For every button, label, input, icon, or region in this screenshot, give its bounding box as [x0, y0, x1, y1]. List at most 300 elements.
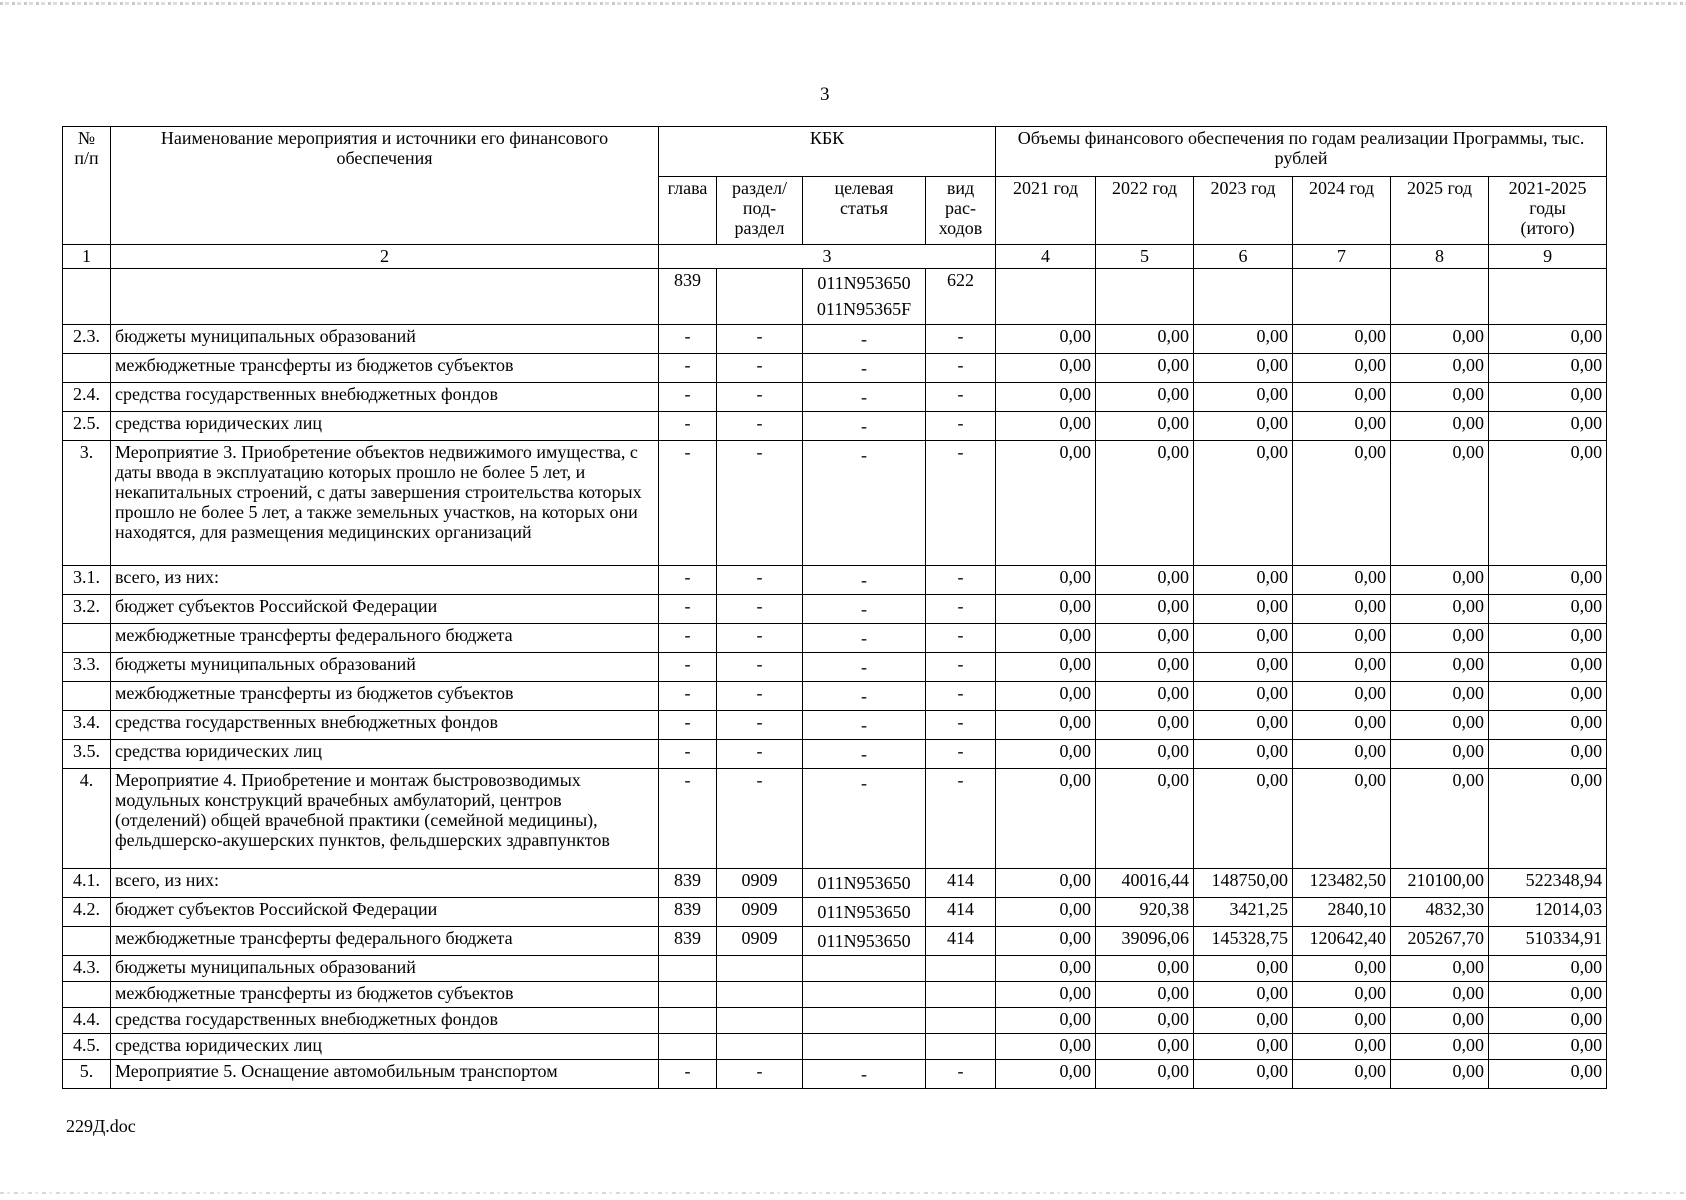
- value-2023: 0,00: [1194, 354, 1293, 383]
- row-name: Мероприятие 4. Приобретение и монтаж быстровозводимых модульных конструкций врачебных амбулаторий, центров (отделений) общей врачебной практики (семейной медицины), фельдшерско-акушерских пунктов, фельдшерских здравпунктов: [111, 769, 659, 869]
- kbk-glava: 839: [659, 927, 717, 956]
- value-2023: 0,00: [1194, 682, 1293, 711]
- index-cell: 8: [1391, 245, 1489, 269]
- table-row: [63, 412, 1607, 441]
- kbk-celevaya: -: [803, 595, 926, 624]
- header-2025: 2025 год: [1391, 177, 1489, 245]
- financing-table: [62, 126, 1607, 1089]
- row-number: 3.1.: [63, 566, 111, 595]
- value-total: 12014,03: [1489, 898, 1607, 927]
- index-cell: 6: [1194, 245, 1293, 269]
- kbk-glava: -: [659, 682, 717, 711]
- row-name: межбюджетные трансферты из бюджетов субъектов: [111, 982, 659, 1008]
- value-2022: 0,00: [1096, 595, 1194, 624]
- kbk-vid: -: [926, 740, 996, 769]
- kbk-celevaya: -: [803, 624, 926, 653]
- value-2022: 39096,06: [1096, 927, 1194, 956]
- value-2024: 0,00: [1293, 1034, 1391, 1060]
- kbk-glava: -: [659, 769, 717, 869]
- value-total: 0,00: [1489, 595, 1607, 624]
- scan-edge-bottom: [0, 1192, 1686, 1194]
- kbk-celevaya: -: [803, 441, 926, 566]
- row-name: бюджет субъектов Российской Федерации: [111, 595, 659, 624]
- value-total: 0,00: [1489, 624, 1607, 653]
- value-total: 0,00: [1489, 711, 1607, 740]
- kbk-razdel: -: [717, 682, 803, 711]
- value-2024: 0,00: [1293, 653, 1391, 682]
- value-2022: 0,00: [1096, 653, 1194, 682]
- kbk-glava: -: [659, 624, 717, 653]
- row-name: средства юридических лиц: [111, 1034, 659, 1060]
- value-total: 0,00: [1489, 769, 1607, 869]
- row-number: 4.: [63, 769, 111, 869]
- value-2021: 0,00: [996, 1008, 1096, 1034]
- index-cell: 9: [1489, 245, 1607, 269]
- kbk-glava: -: [659, 740, 717, 769]
- value-2024: 0,00: [1293, 624, 1391, 653]
- kbk-vid: 622: [926, 269, 996, 325]
- value-2022: 0,00: [1096, 412, 1194, 441]
- table-row: [63, 711, 1607, 740]
- value-2021: 0,00: [996, 740, 1096, 769]
- value-2023: 0,00: [1194, 769, 1293, 869]
- value-2023: 0,00: [1194, 412, 1293, 441]
- row-name: средства государственных внебюджетных фондов: [111, 383, 659, 412]
- kbk-glava: 839: [659, 869, 717, 898]
- kbk-razdel: -: [717, 624, 803, 653]
- value-total: 0,00: [1489, 325, 1607, 354]
- kbk-celevaya: 011N953650 011N95365F: [803, 269, 926, 325]
- row-number: 2.4.: [63, 383, 111, 412]
- kbk-glava: -: [659, 1060, 717, 1089]
- value-2022: 0,00: [1096, 383, 1194, 412]
- kbk-celevaya: -: [803, 354, 926, 383]
- index-cell: 2: [111, 245, 659, 269]
- value-2025: 0,00: [1391, 1034, 1489, 1060]
- kbk-glava: -: [659, 711, 717, 740]
- value-2021: 0,00: [996, 354, 1096, 383]
- value-2024: 0,00: [1293, 412, 1391, 441]
- kbk-celevaya: -: [803, 383, 926, 412]
- value-2023: 0,00: [1194, 982, 1293, 1008]
- value-2024: 2840,10: [1293, 898, 1391, 927]
- kbk-celevaya: -: [803, 412, 926, 441]
- index-cell: 7: [1293, 245, 1391, 269]
- kbk-vid: [926, 956, 996, 982]
- kbk-vid: -: [926, 595, 996, 624]
- kbk-razdel: -: [717, 653, 803, 682]
- value-total: 0,00: [1489, 383, 1607, 412]
- value-2023: 0,00: [1194, 383, 1293, 412]
- value-2022: 0,00: [1096, 982, 1194, 1008]
- value-2024: 0,00: [1293, 711, 1391, 740]
- table-row: [63, 869, 1607, 898]
- kbk-glava: [659, 1008, 717, 1034]
- value-2021: 0,00: [996, 624, 1096, 653]
- row-number: 2.5.: [63, 412, 111, 441]
- kbk-razdel: [717, 982, 803, 1008]
- value-2022: [1096, 269, 1194, 325]
- table-body: [63, 269, 1607, 1089]
- row-number: 3.: [63, 441, 111, 566]
- kbk-celevaya: -: [803, 653, 926, 682]
- kbk-vid: -: [926, 354, 996, 383]
- kbk-glava: -: [659, 441, 717, 566]
- value-2025: 0,00: [1391, 740, 1489, 769]
- kbk-celevaya: [803, 982, 926, 1008]
- value-2023: 0,00: [1194, 956, 1293, 982]
- value-2022: 0,00: [1096, 956, 1194, 982]
- kbk-razdel: [717, 956, 803, 982]
- kbk-razdel: -: [717, 1060, 803, 1089]
- value-total: 0,00: [1489, 740, 1607, 769]
- value-2025: 0,00: [1391, 1008, 1489, 1034]
- value-2021: 0,00: [996, 1060, 1096, 1089]
- page-number: 3: [820, 84, 830, 105]
- value-2025: 0,00: [1391, 653, 1489, 682]
- value-total: 522348,94: [1489, 869, 1607, 898]
- value-2024: 0,00: [1293, 1008, 1391, 1034]
- value-2023: 148750,00: [1194, 869, 1293, 898]
- kbk-celevaya: [803, 1034, 926, 1060]
- row-name: средства юридических лиц: [111, 740, 659, 769]
- value-total: 0,00: [1489, 1034, 1607, 1060]
- kbk-celevaya: -: [803, 682, 926, 711]
- kbk-vid: [926, 982, 996, 1008]
- value-2024: [1293, 269, 1391, 325]
- value-2025: 0,00: [1391, 325, 1489, 354]
- header-total: 2021-2025 годы (итого): [1489, 177, 1607, 245]
- value-2025: 0,00: [1391, 982, 1489, 1008]
- table-row: [63, 624, 1607, 653]
- kbk-vid: -: [926, 682, 996, 711]
- value-2025: 210100,00: [1391, 869, 1489, 898]
- value-total: 0,00: [1489, 354, 1607, 383]
- table-row: [63, 1034, 1607, 1060]
- value-total: [1489, 269, 1607, 325]
- row-name: бюджеты муниципальных образований: [111, 956, 659, 982]
- header-2023: 2023 год: [1194, 177, 1293, 245]
- value-2022: 0,00: [1096, 1008, 1194, 1034]
- kbk-vid: -: [926, 624, 996, 653]
- kbk-glava: [659, 956, 717, 982]
- kbk-razdel: [717, 1008, 803, 1034]
- value-2025: 0,00: [1391, 956, 1489, 982]
- index-cell: 3: [659, 245, 996, 269]
- table-row: [63, 269, 1607, 325]
- table-row: [63, 653, 1607, 682]
- header-name: Наименование мероприятия и источники его финансового обеспечения: [111, 127, 659, 245]
- header-2021: 2021 год: [996, 177, 1096, 245]
- value-2025: 0,00: [1391, 1060, 1489, 1089]
- row-number: 4.5.: [63, 1034, 111, 1060]
- value-2021: 0,00: [996, 869, 1096, 898]
- row-number: 4.4.: [63, 1008, 111, 1034]
- kbk-razdel: 0909: [717, 898, 803, 927]
- header-num: № п/п: [63, 127, 111, 245]
- kbk-celevaya: -: [803, 740, 926, 769]
- value-2021: 0,00: [996, 711, 1096, 740]
- row-number: [63, 354, 111, 383]
- row-name: межбюджетные трансферты федерального бюджета: [111, 624, 659, 653]
- row-name: средства государственных внебюджетных фондов: [111, 1008, 659, 1034]
- kbk-celevaya: [803, 1008, 926, 1034]
- value-2024: 0,00: [1293, 769, 1391, 869]
- value-total: 0,00: [1489, 1060, 1607, 1089]
- kbk-vid: 414: [926, 869, 996, 898]
- value-2024: 0,00: [1293, 1060, 1391, 1089]
- value-2022: 0,00: [1096, 740, 1194, 769]
- value-2025: [1391, 269, 1489, 325]
- kbk-celevaya: -: [803, 1060, 926, 1089]
- value-2022: 40016,44: [1096, 869, 1194, 898]
- row-name: бюджеты муниципальных образований: [111, 325, 659, 354]
- row-name: [111, 269, 659, 325]
- value-2024: 0,00: [1293, 740, 1391, 769]
- value-2022: 0,00: [1096, 1060, 1194, 1089]
- kbk-glava: -: [659, 653, 717, 682]
- table-row: [63, 769, 1607, 869]
- value-2023: 0,00: [1194, 1008, 1293, 1034]
- value-2023: 0,00: [1194, 441, 1293, 566]
- header-celevaya: целевая статья: [803, 177, 926, 245]
- value-2024: 0,00: [1293, 566, 1391, 595]
- kbk-celevaya: 011N953650: [803, 898, 926, 927]
- kbk-razdel: 0909: [717, 927, 803, 956]
- value-total: 0,00: [1489, 1008, 1607, 1034]
- scan-edge-top: [0, 2, 1686, 5]
- value-2025: 0,00: [1391, 354, 1489, 383]
- row-name: средства государственных внебюджетных фондов: [111, 711, 659, 740]
- value-2022: 920,38: [1096, 898, 1194, 927]
- table-row: [63, 982, 1607, 1008]
- row-name: всего, из них:: [111, 869, 659, 898]
- row-name: бюджеты муниципальных образований: [111, 653, 659, 682]
- table-row: [63, 927, 1607, 956]
- kbk-celevaya: [803, 956, 926, 982]
- table-row: [63, 383, 1607, 412]
- table-row: [63, 682, 1607, 711]
- value-2024: 0,00: [1293, 956, 1391, 982]
- kbk-razdel: -: [717, 769, 803, 869]
- value-2025: 0,00: [1391, 769, 1489, 869]
- row-name: Мероприятие 5. Оснащение автомобильным транспортом: [111, 1060, 659, 1089]
- kbk-razdel: -: [717, 740, 803, 769]
- kbk-vid: -: [926, 383, 996, 412]
- kbk-razdel: -: [717, 595, 803, 624]
- value-2023: 0,00: [1194, 653, 1293, 682]
- kbk-glava: -: [659, 354, 717, 383]
- row-number: 3.2.: [63, 595, 111, 624]
- value-total: 0,00: [1489, 653, 1607, 682]
- header-razdel: раздел/ под- раздел: [717, 177, 803, 245]
- header-2022: 2022 год: [1096, 177, 1194, 245]
- row-number: [63, 269, 111, 325]
- row-number: 4.1.: [63, 869, 111, 898]
- header-glava: глава: [659, 177, 717, 245]
- header-vid: вид рас- ходов: [926, 177, 996, 245]
- value-2021: [996, 269, 1096, 325]
- value-2022: 0,00: [1096, 624, 1194, 653]
- kbk-razdel: 0909: [717, 869, 803, 898]
- value-2022: 0,00: [1096, 566, 1194, 595]
- value-2025: 0,00: [1391, 711, 1489, 740]
- value-2024: 0,00: [1293, 325, 1391, 354]
- value-total: 0,00: [1489, 441, 1607, 566]
- value-2023: 0,00: [1194, 740, 1293, 769]
- value-2021: 0,00: [996, 956, 1096, 982]
- kbk-celevaya: 011N953650: [803, 927, 926, 956]
- value-2022: 0,00: [1096, 769, 1194, 869]
- table-row: [63, 354, 1607, 383]
- row-name: бюджет субъектов Российской Федерации: [111, 898, 659, 927]
- kbk-vid: -: [926, 769, 996, 869]
- kbk-vid: -: [926, 653, 996, 682]
- value-2025: 0,00: [1391, 682, 1489, 711]
- kbk-celevaya: -: [803, 325, 926, 354]
- kbk-vid: -: [926, 711, 996, 740]
- value-2021: 0,00: [996, 325, 1096, 354]
- kbk-razdel: -: [717, 325, 803, 354]
- kbk-vid: 414: [926, 927, 996, 956]
- kbk-glava: -: [659, 566, 717, 595]
- value-2022: 0,00: [1096, 682, 1194, 711]
- value-2025: 0,00: [1391, 412, 1489, 441]
- value-2021: 0,00: [996, 653, 1096, 682]
- row-number: [63, 624, 111, 653]
- value-2022: 0,00: [1096, 441, 1194, 566]
- value-2021: 0,00: [996, 982, 1096, 1008]
- value-2024: 0,00: [1293, 383, 1391, 412]
- kbk-vid: -: [926, 412, 996, 441]
- value-total: 0,00: [1489, 956, 1607, 982]
- value-2022: 0,00: [1096, 1034, 1194, 1060]
- row-name: всего, из них:: [111, 566, 659, 595]
- value-2023: 0,00: [1194, 1034, 1293, 1060]
- value-2023: 3421,25: [1194, 898, 1293, 927]
- kbk-vid: -: [926, 325, 996, 354]
- value-2022: 0,00: [1096, 711, 1194, 740]
- kbk-glava: -: [659, 383, 717, 412]
- value-2023: 0,00: [1194, 711, 1293, 740]
- value-2021: 0,00: [996, 1034, 1096, 1060]
- value-2021: 0,00: [996, 566, 1096, 595]
- kbk-vid: -: [926, 566, 996, 595]
- value-total: 0,00: [1489, 412, 1607, 441]
- value-2021: 0,00: [996, 682, 1096, 711]
- kbk-glava: -: [659, 595, 717, 624]
- row-number: [63, 682, 111, 711]
- value-2024: 0,00: [1293, 682, 1391, 711]
- kbk-razdel: [717, 269, 803, 325]
- value-2025: 4832,30: [1391, 898, 1489, 927]
- value-2023: 0,00: [1194, 624, 1293, 653]
- table-row: [63, 740, 1607, 769]
- value-2024: 0,00: [1293, 441, 1391, 566]
- kbk-glava: 839: [659, 898, 717, 927]
- value-2024: 0,00: [1293, 982, 1391, 1008]
- row-name: межбюджетные трансферты федерального бюджета: [111, 927, 659, 956]
- row-number: [63, 982, 111, 1008]
- value-2025: 0,00: [1391, 566, 1489, 595]
- value-2025: 205267,70: [1391, 927, 1489, 956]
- value-2023: 145328,75: [1194, 927, 1293, 956]
- kbk-celevaya: 011N953650: [803, 869, 926, 898]
- kbk-razdel: [717, 1034, 803, 1060]
- row-name: межбюджетные трансферты из бюджетов субъектов: [111, 354, 659, 383]
- value-2023: [1194, 269, 1293, 325]
- table-row: [63, 566, 1607, 595]
- value-2023: 0,00: [1194, 1060, 1293, 1089]
- value-2024: 0,00: [1293, 595, 1391, 624]
- row-name: средства юридических лиц: [111, 412, 659, 441]
- index-cell: 4: [996, 245, 1096, 269]
- kbk-vid: 414: [926, 898, 996, 927]
- value-total: 0,00: [1489, 566, 1607, 595]
- footer-filename: 229Д.doc: [66, 1116, 136, 1136]
- value-2021: 0,00: [996, 595, 1096, 624]
- value-2024: 120642,40: [1293, 927, 1391, 956]
- kbk-razdel: -: [717, 711, 803, 740]
- kbk-celevaya: -: [803, 566, 926, 595]
- kbk-glava: -: [659, 412, 717, 441]
- kbk-vid: [926, 1034, 996, 1060]
- header-volumes: Объемы финансового обеспечения по годам реализации Программы, тыс. рублей: [996, 127, 1607, 177]
- kbk-glava: -: [659, 325, 717, 354]
- kbk-razdel: -: [717, 566, 803, 595]
- value-2021: 0,00: [996, 898, 1096, 927]
- row-number: 4.3.: [63, 956, 111, 982]
- value-2023: 0,00: [1194, 595, 1293, 624]
- value-2021: 0,00: [996, 383, 1096, 412]
- header-kbk: КБК: [659, 127, 996, 177]
- kbk-razdel: -: [717, 354, 803, 383]
- table-row: [63, 1008, 1607, 1034]
- value-2025: 0,00: [1391, 624, 1489, 653]
- value-2025: 0,00: [1391, 595, 1489, 624]
- value-total: 0,00: [1489, 982, 1607, 1008]
- kbk-glava: 839: [659, 269, 717, 325]
- kbk-vid: [926, 1008, 996, 1034]
- table-row: [63, 956, 1607, 982]
- value-2024: 123482,50: [1293, 869, 1391, 898]
- table-row: [63, 325, 1607, 354]
- index-cell: 1: [63, 245, 111, 269]
- value-2021: 0,00: [996, 927, 1096, 956]
- value-2022: 0,00: [1096, 325, 1194, 354]
- row-name: межбюджетные трансферты из бюджетов субъектов: [111, 682, 659, 711]
- value-2021: 0,00: [996, 769, 1096, 869]
- value-2025: 0,00: [1391, 441, 1489, 566]
- index-cell: 5: [1096, 245, 1194, 269]
- kbk-glava: [659, 1034, 717, 1060]
- kbk-glava: [659, 982, 717, 1008]
- kbk-vid: -: [926, 441, 996, 566]
- value-2021: 0,00: [996, 412, 1096, 441]
- row-number: 3.5.: [63, 740, 111, 769]
- value-total: 510334,91: [1489, 927, 1607, 956]
- row-number: 4.2.: [63, 898, 111, 927]
- row-number: 3.4.: [63, 711, 111, 740]
- value-2022: 0,00: [1096, 354, 1194, 383]
- header-2024: 2024 год: [1293, 177, 1391, 245]
- table-row: [63, 595, 1607, 624]
- value-total: 0,00: [1489, 682, 1607, 711]
- table-row: [63, 898, 1607, 927]
- row-number: 5.: [63, 1060, 111, 1089]
- value-2023: 0,00: [1194, 325, 1293, 354]
- row-number: [63, 927, 111, 956]
